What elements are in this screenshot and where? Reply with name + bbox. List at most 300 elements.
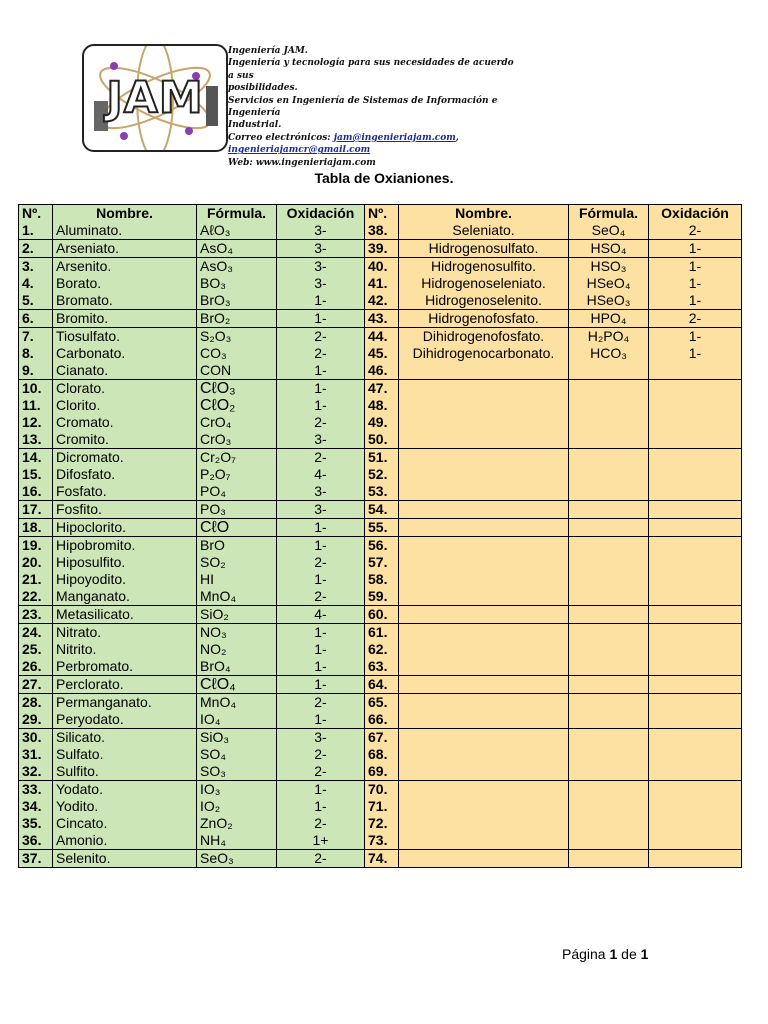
row-oxidation: 1- — [314, 571, 327, 587]
row-number: 58. — [368, 571, 388, 587]
column-header: Oxidación — [661, 205, 729, 221]
row-number: 59. — [368, 588, 388, 604]
row-oxidation: 4- — [314, 466, 327, 482]
table-cell — [649, 537, 742, 606]
row-number: 57. — [368, 554, 388, 570]
table-cell — [53, 850, 197, 868]
row-formula: SO₂ — [200, 554, 226, 570]
row-number: 74. — [368, 850, 388, 866]
row-formula — [572, 781, 645, 798]
row-name — [402, 729, 565, 746]
table-cell — [197, 205, 277, 240]
row-name — [402, 781, 565, 798]
row-formula: AsO₃ — [200, 258, 233, 274]
row-name: Hidrogenofosfato. — [428, 310, 539, 326]
row-name: Tiosulfato. — [56, 328, 121, 344]
table-row — [19, 729, 742, 781]
row-formula: NH₄ — [200, 832, 226, 848]
column-header: Oxidación — [286, 205, 355, 221]
row-name: Aluminato. — [56, 222, 123, 238]
row-oxidation: 1- — [314, 380, 327, 396]
row-number: 42. — [368, 292, 388, 308]
table-row — [19, 694, 742, 729]
row-oxidation — [652, 815, 738, 832]
row-number: 38. — [368, 222, 388, 238]
row-formula — [572, 362, 645, 379]
row-name — [402, 571, 565, 588]
table-cell — [277, 519, 365, 537]
table-cell — [569, 205, 649, 240]
row-number: 48. — [368, 397, 388, 413]
row-oxidation: 3- — [314, 275, 327, 291]
row-name — [402, 501, 565, 518]
row-number: 69. — [368, 763, 388, 779]
row-oxidation: 1- — [314, 624, 327, 640]
row-name: Hidrogenoseleniato. — [421, 275, 546, 291]
footer-total: 1 — [640, 946, 649, 962]
table-cell — [197, 328, 277, 380]
row-number: 24. — [22, 624, 42, 640]
table-cell — [569, 781, 649, 850]
table-cell — [197, 624, 277, 676]
row-name: Hidrogenosulfato. — [428, 240, 539, 256]
table-cell — [19, 328, 53, 380]
row-name — [402, 466, 565, 483]
row-formula — [572, 832, 645, 849]
row-formula: BrO₂ — [200, 310, 231, 326]
row-name: Yodito. — [56, 798, 99, 814]
row-oxidation: 4- — [314, 606, 327, 622]
table-cell — [277, 676, 365, 694]
row-oxidation — [652, 850, 738, 867]
row-name — [402, 483, 565, 500]
row-number: 63. — [368, 658, 388, 674]
row-formula: PO₃ — [200, 501, 226, 517]
table-row — [19, 519, 742, 537]
row-oxidation — [652, 676, 738, 693]
row-formula: PO₄ — [200, 483, 226, 499]
row-name: Amonio. — [56, 832, 108, 848]
row-number: 39. — [368, 240, 388, 256]
table-cell — [649, 205, 742, 240]
table-cell — [19, 449, 53, 501]
row-name — [402, 641, 565, 658]
row-name — [402, 832, 565, 849]
row-oxidation — [652, 483, 738, 500]
table-cell — [19, 694, 53, 729]
row-oxidation — [652, 832, 738, 849]
row-number: 6. — [22, 310, 34, 326]
table-cell — [365, 729, 399, 781]
company-logo — [82, 44, 228, 152]
table-cell — [365, 310, 399, 328]
table-cell — [277, 624, 365, 676]
email-label: Correo electrónicos: — [228, 132, 331, 143]
table-cell — [53, 729, 197, 781]
row-name: Hipoyodito. — [56, 571, 127, 587]
table-cell — [399, 519, 569, 537]
row-oxidation — [652, 466, 738, 483]
table-cell — [277, 328, 365, 380]
table-cell — [19, 258, 53, 310]
table-cell — [649, 676, 742, 694]
table-cell — [569, 240, 649, 258]
row-name: Arseniato. — [56, 240, 120, 256]
row-formula: S₂O₃ — [200, 328, 232, 344]
row-formula — [572, 380, 645, 397]
table-cell — [197, 729, 277, 781]
row-oxidation — [652, 798, 738, 815]
row-name: Bromito. — [56, 310, 109, 326]
row-oxidation — [652, 658, 738, 675]
table-cell — [649, 624, 742, 676]
row-formula: SeO₃ — [200, 850, 234, 866]
table-cell — [53, 205, 197, 240]
row-formula: HSeO₄ — [586, 275, 631, 291]
row-formula — [572, 746, 645, 763]
row-formula — [572, 729, 645, 746]
row-name: Difosfato. — [56, 466, 116, 482]
footer-label: Página — [562, 946, 606, 962]
row-number: 22. — [22, 588, 42, 604]
header-line: Ingeniería y tecnología para sus necesidades de acuerdo a sus — [228, 58, 514, 81]
row-number: 44. — [368, 328, 388, 344]
row-number: 67. — [368, 729, 388, 745]
row-name: Borato. — [56, 275, 102, 291]
row-number: 27. — [22, 676, 42, 692]
table-cell — [649, 310, 742, 328]
row-name: Selenito. — [56, 850, 111, 866]
row-formula: CℓO₄ — [200, 676, 236, 693]
table-row — [19, 850, 742, 868]
row-number: 16. — [22, 483, 42, 499]
row-oxidation — [652, 746, 738, 763]
table-cell — [399, 205, 569, 240]
row-name: Peryodato. — [56, 711, 124, 727]
table-cell — [569, 258, 649, 310]
row-formula: HSO₄ — [590, 240, 627, 256]
email-link-1[interactable]: jam@ingenieriajam.com — [333, 132, 456, 143]
row-formula — [572, 519, 645, 536]
row-formula: IO₄ — [200, 711, 221, 727]
row-name — [402, 397, 565, 414]
table-cell — [649, 606, 742, 624]
row-oxidation — [652, 571, 738, 588]
row-formula — [572, 606, 645, 623]
table-cell — [365, 380, 399, 449]
table-cell — [399, 501, 569, 519]
row-oxidation: 1- — [688, 275, 702, 291]
row-number: 45. — [368, 345, 388, 361]
row-oxidation — [652, 362, 738, 379]
table-cell — [19, 624, 53, 676]
row-name — [402, 815, 565, 832]
row-number: 56. — [368, 537, 388, 553]
row-number: 65. — [368, 694, 388, 710]
table-cell — [569, 624, 649, 676]
row-oxidation — [652, 554, 738, 571]
row-number: 36. — [22, 832, 42, 848]
row-oxidation: 3- — [314, 258, 327, 274]
table-cell — [569, 850, 649, 868]
row-name: Perbromato. — [56, 658, 134, 674]
column-header: Nombre. — [96, 205, 153, 221]
row-formula: Cr₂O₇ — [200, 449, 236, 465]
row-number: 32. — [22, 763, 42, 779]
table-cell — [649, 501, 742, 519]
row-name — [402, 362, 565, 379]
table-cell — [569, 519, 649, 537]
row-name — [402, 431, 565, 448]
row-name — [402, 850, 565, 867]
table-cell — [569, 606, 649, 624]
row-oxidation: 3- — [314, 729, 327, 745]
row-number: 40. — [368, 258, 388, 274]
row-name: Nitrito. — [56, 641, 97, 657]
row-oxidation: 2- — [314, 449, 327, 465]
row-formula: IO₃ — [200, 781, 221, 797]
row-formula — [572, 554, 645, 571]
row-oxidation: 1- — [688, 328, 702, 344]
row-name: Permanganato. — [56, 694, 152, 710]
row-formula — [572, 676, 645, 693]
table-cell — [365, 205, 399, 240]
row-oxidation: 3- — [314, 431, 327, 447]
row-name: Arsenito. — [56, 258, 112, 274]
row-oxidation — [652, 729, 738, 746]
row-oxidation: 1- — [688, 258, 702, 274]
page-footer — [562, 946, 648, 962]
column-header: Nº. — [22, 205, 42, 221]
row-name: Cincato. — [56, 815, 108, 831]
header-line: posibilidades. — [228, 83, 298, 94]
row-oxidation: 1- — [688, 292, 702, 308]
row-name: Yodato. — [56, 781, 103, 797]
header-line: Ingeniería JAM. — [228, 46, 308, 56]
column-header: Nº. — [368, 205, 388, 221]
logo-text: JAM — [106, 72, 204, 124]
row-number: 10. — [22, 380, 42, 396]
row-number: 14. — [22, 449, 42, 465]
row-formula: CℓO₂ — [200, 397, 236, 414]
row-number: 53. — [368, 483, 388, 499]
row-number: 66. — [368, 711, 388, 727]
row-number: 11. — [22, 397, 41, 413]
row-formula: CℓO₃ — [200, 380, 236, 397]
table-cell — [197, 519, 277, 537]
row-name: Fosfato. — [56, 483, 107, 499]
table-row — [19, 624, 742, 676]
table-cell — [277, 501, 365, 519]
table-cell — [197, 240, 277, 258]
row-formula: MnO₄ — [200, 694, 237, 710]
row-name — [402, 624, 565, 641]
row-oxidation: 2- — [314, 554, 327, 570]
footer-page: 1 — [609, 946, 618, 962]
row-oxidation: 3- — [314, 240, 327, 256]
table-row — [19, 781, 742, 850]
row-name — [402, 676, 565, 693]
table-row — [19, 537, 742, 606]
row-formula: IO₂ — [200, 798, 221, 814]
row-name — [402, 554, 565, 571]
table-cell — [399, 449, 569, 501]
row-name — [402, 658, 565, 675]
row-number: 28. — [22, 694, 42, 710]
table-cell — [19, 205, 53, 240]
row-name: Perclorato. — [56, 676, 124, 692]
row-formula: NO₃ — [200, 624, 227, 640]
table-cell — [277, 694, 365, 729]
email-link-2[interactable]: ingenieriajamcr@gmail.com — [228, 145, 371, 156]
row-number: 55. — [368, 519, 388, 535]
row-number: 5. — [22, 292, 34, 308]
row-formula — [572, 466, 645, 483]
row-oxidation: 1- — [314, 310, 327, 326]
row-formula: HPO₄ — [590, 310, 627, 326]
table-row — [19, 501, 742, 519]
table-row — [19, 328, 742, 380]
row-formula: CrO₃ — [200, 431, 232, 447]
web-line: Web: www.ingenieriajam.com — [228, 157, 376, 168]
row-formula: NO₂ — [200, 641, 227, 657]
table-cell — [649, 781, 742, 850]
row-formula: SO₃ — [200, 763, 226, 779]
row-name: Silicato. — [56, 729, 106, 745]
table-cell — [53, 694, 197, 729]
table-cell — [399, 537, 569, 606]
table-cell — [569, 310, 649, 328]
table-cell — [365, 519, 399, 537]
row-name: Dicromato. — [56, 449, 124, 465]
row-formula — [572, 397, 645, 414]
table-cell — [399, 694, 569, 729]
row-name — [402, 763, 565, 780]
row-number: 33. — [22, 781, 42, 797]
row-oxidation: 2- — [688, 222, 702, 238]
row-oxidation: 1- — [314, 676, 327, 692]
row-formula: CO₃ — [200, 345, 227, 361]
column-header: Fórmula. — [578, 205, 639, 221]
row-number: 18. — [22, 519, 42, 535]
table-cell — [649, 240, 742, 258]
row-number: 37. — [22, 850, 42, 866]
table-cell — [365, 676, 399, 694]
row-formula: P₂O₇ — [200, 466, 231, 482]
row-oxidation — [652, 641, 738, 658]
row-number: 52. — [368, 466, 388, 482]
table-cell — [399, 240, 569, 258]
row-name: Clorato. — [56, 380, 106, 396]
row-oxidation — [652, 397, 738, 414]
table-cell — [569, 537, 649, 606]
row-formula: HI — [200, 571, 214, 587]
table-cell — [649, 328, 742, 380]
row-name: Sulfato. — [56, 746, 104, 762]
table-cell — [365, 240, 399, 258]
row-oxidation: 1- — [688, 240, 702, 256]
table-cell — [53, 449, 197, 501]
table-cell — [365, 694, 399, 729]
row-name — [402, 537, 565, 554]
row-name: Sulfito. — [56, 763, 99, 779]
row-name — [402, 519, 565, 536]
table-cell — [399, 624, 569, 676]
table-cell — [569, 449, 649, 501]
row-formula: ZnO₂ — [200, 815, 233, 831]
row-number: 30. — [22, 729, 42, 745]
table-cell — [19, 606, 53, 624]
row-formula: AℓO₃ — [200, 222, 231, 238]
row-oxidation — [652, 519, 738, 536]
table-cell — [277, 537, 365, 606]
table-cell — [197, 694, 277, 729]
table-cell — [53, 240, 197, 258]
table-cell — [19, 519, 53, 537]
row-oxidation: 3- — [314, 501, 327, 517]
row-oxidation — [652, 501, 738, 518]
table-cell — [399, 606, 569, 624]
row-number: 34. — [22, 798, 42, 814]
row-oxidation — [652, 414, 738, 431]
row-name — [402, 414, 565, 431]
row-number: 50. — [368, 431, 388, 447]
row-oxidation — [652, 431, 738, 448]
row-formula — [572, 815, 645, 832]
table-cell — [649, 449, 742, 501]
table-cell — [399, 676, 569, 694]
row-name — [402, 746, 565, 763]
row-number: 26. — [22, 658, 42, 674]
table-cell — [569, 380, 649, 449]
row-oxidation: 1- — [314, 362, 327, 378]
row-oxidation: 2- — [314, 345, 327, 361]
row-oxidation: 2- — [314, 763, 327, 779]
table-cell — [53, 519, 197, 537]
row-oxidation: 1- — [314, 711, 327, 727]
row-number: 60. — [368, 606, 388, 622]
row-number: 51. — [368, 449, 388, 465]
row-formula — [572, 483, 645, 500]
table-cell — [197, 501, 277, 519]
row-oxidation — [652, 380, 738, 397]
row-formula — [572, 501, 645, 518]
table-cell — [19, 676, 53, 694]
row-oxidation: 1- — [314, 641, 327, 657]
table-cell — [277, 205, 365, 240]
row-formula — [572, 711, 645, 728]
row-number: 23. — [22, 606, 42, 622]
row-oxidation: 2- — [314, 815, 327, 831]
table-cell — [399, 328, 569, 380]
row-number: 25. — [22, 641, 42, 657]
row-formula — [572, 624, 645, 641]
table-row — [19, 240, 742, 258]
table-cell — [649, 258, 742, 310]
row-formula: CON — [200, 362, 232, 378]
row-number: 71. — [368, 798, 388, 814]
table-cell — [53, 310, 197, 328]
table-cell — [649, 850, 742, 868]
table-row — [19, 258, 742, 310]
row-number: 73. — [368, 832, 388, 848]
row-formula — [572, 641, 645, 658]
row-oxidation: 2- — [314, 746, 327, 762]
row-name: Hipoclorito. — [56, 519, 127, 535]
row-number: 64. — [368, 676, 388, 692]
row-oxidation: 1- — [314, 798, 327, 814]
table-cell — [399, 729, 569, 781]
